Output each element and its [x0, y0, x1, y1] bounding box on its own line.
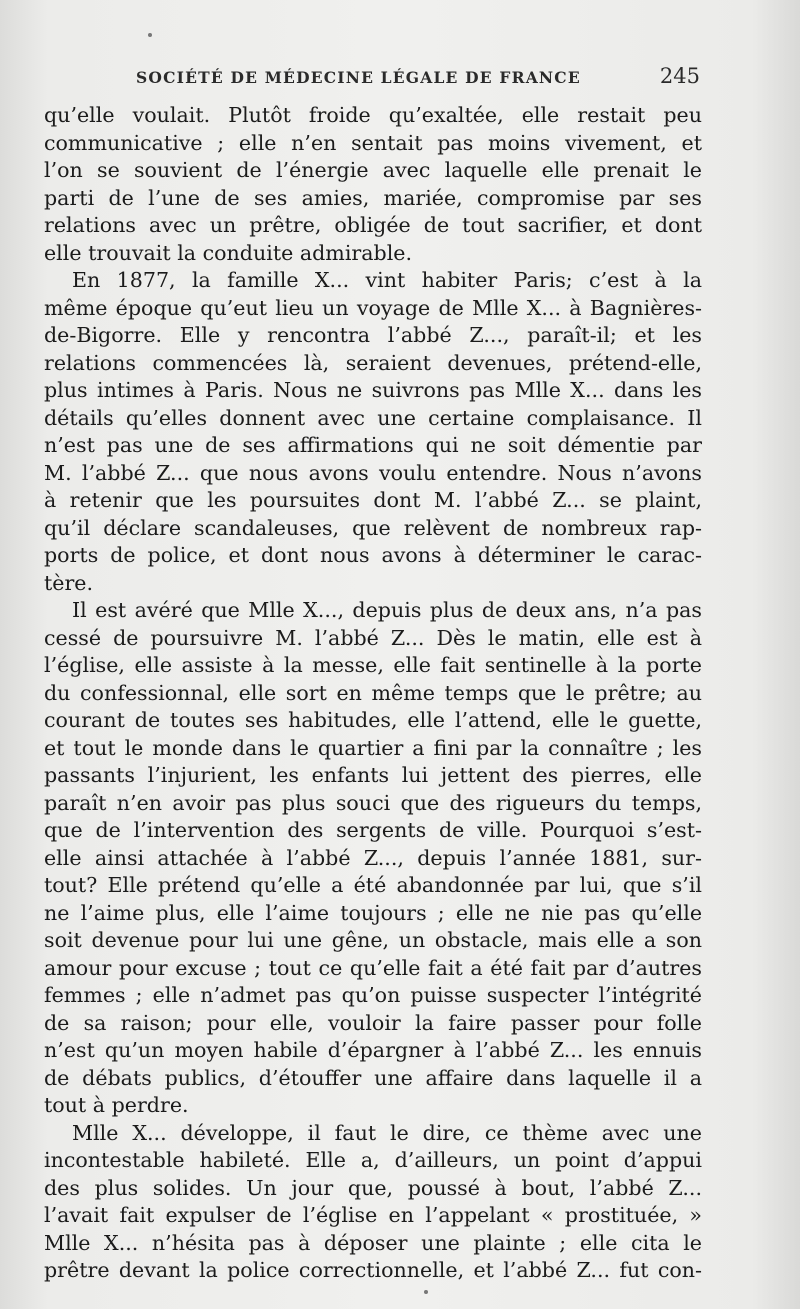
text-line: communicative ; elle n’en sentait pas moins vivement, et	[44, 130, 702, 155]
text-line: incontestable habileté. Elle a, d’ailleurs, un point d’appui	[44, 1148, 702, 1172]
text-line: elle ainsi attachée à l’abbé Z..., depuis l’année 1881, sur-	[44, 845, 702, 870]
text-line: femmes ; elle n’admet pas qu’on puisse suspecter l’intégrité	[44, 983, 702, 1007]
text-line: qu’il déclare scandaleuses, que relèvent de nombreux rap-	[44, 515, 702, 540]
text-line: des plus solides. Un jour que, poussé à bout, l’abbé Z...	[44, 1175, 702, 1200]
text-line: de débats publics, d’étouffer une affaire dans laquelle il a	[44, 1065, 702, 1090]
text-line: détails qu’elles donnent avec une certaine complaisance. Il	[44, 405, 702, 430]
text-line: En 1877, la famille X... vint habiter Paris; c’est à la	[72, 268, 702, 292]
text-line: amour pour excuse ; tout ce qu’elle fait a été fait par d’autres	[44, 955, 702, 980]
text-line: et tout le monde dans le quartier a fini par la connaître ; les	[44, 735, 702, 760]
text-line: l’on se souvient de l’énergie avec laquelle elle prenait le	[44, 158, 702, 182]
text-line: tère.	[44, 570, 94, 595]
text-line: Mlle X... n’hésita pas à déposer une plainte ; elle cita le	[44, 1230, 702, 1255]
page-header	[44, 66, 704, 96]
text-line: plus intimes à Paris. Nous ne suivrons pas Mlle X... dans les	[44, 378, 702, 402]
text-line: passants l’injurient, les enfants lui jettent des pierres, elle	[44, 763, 702, 787]
text-line: qu’elle voulait. Plutôt froide qu’exaltée, elle restait peu	[44, 103, 702, 127]
text-line: relations avec un prêtre, obligée de tout sacrifier, et dont	[44, 213, 702, 237]
text-line: n’est qu’un moyen habile d’épargner à l’abbé Z... les ennuis	[44, 1038, 702, 1062]
text-line: Mlle X... développe, il faut le dire, ce thème avec une	[72, 1120, 702, 1145]
text-line: relations commencées là, seraient devenues, prétend-elle,	[44, 350, 702, 375]
text-line: Il est avéré que Mlle X..., depuis plus de deux ans, n’a pas	[72, 598, 702, 622]
body-text	[44, 102, 702, 1285]
text-line: à retenir que les poursuites dont M. l’abbé Z... se plaint,	[44, 488, 702, 512]
text-line: M. l’abbé Z... que nous avons voulu entendre. Nous n’avons	[44, 460, 702, 485]
text-line: cessé de poursuivre M. l’abbé Z... Dès le matin, elle est à	[44, 625, 702, 650]
ink-speck	[148, 33, 152, 37]
text-line: l’avait fait expulser de l’église en l’appelant « prostituée, »	[44, 1203, 702, 1227]
text-line: du confessionnal, elle sort en même temps que le prêtre; au	[44, 680, 702, 705]
running-head: SOCIÉTÉ DE MÉDECINE LÉGALE DE FRANCE	[136, 68, 581, 87]
text-line: ports de police, et dont nous avons à déterminer le carac-	[44, 543, 702, 567]
text-line: que de l’intervention des sergents de ville. Pourquoi s’est-	[44, 818, 702, 842]
text-line: même époque qu’eut lieu un voyage de Mlle X... à Bagnières-	[44, 295, 702, 320]
text-line: soit devenue pour lui une gêne, un obstacle, mais elle a son	[44, 928, 702, 952]
text-line: elle trouvait la conduite admirable.	[44, 240, 413, 265]
text-line: courant de toutes ses habitudes, elle l’attend, elle le guette,	[44, 708, 702, 732]
text-line: n’est pas une de ses affirmations qui ne soit démentie par	[44, 433, 702, 457]
page-number: 245	[659, 64, 700, 88]
text-line: prêtre devant la police correctionnelle, et l’abbé Z... fut con-	[44, 1258, 702, 1282]
text-line: l’église, elle assiste à la messe, elle fait sentinelle à la porte	[44, 653, 702, 677]
text-line: paraît n’en avoir pas plus souci que des rigueurs du temps,	[44, 790, 702, 815]
text-line: tout à perdre.	[44, 1093, 189, 1117]
text-line: tout? Elle prétend qu’elle a été abandonnée par lui, que s’il	[44, 873, 702, 897]
text-line: parti de l’une de ses amies, mariée, compromise par ses	[44, 185, 702, 210]
text-line: de-Bigorre. Elle y rencontra l’abbé Z..., paraît-il; et les	[44, 323, 702, 347]
text-line: de sa raison; pour elle, vouloir la faire passer pour folle	[44, 1010, 702, 1035]
ink-speck	[424, 1290, 428, 1294]
text-line: ne l’aime plus, elle l’aime toujours ; elle ne nie pas qu’elle	[44, 900, 702, 925]
